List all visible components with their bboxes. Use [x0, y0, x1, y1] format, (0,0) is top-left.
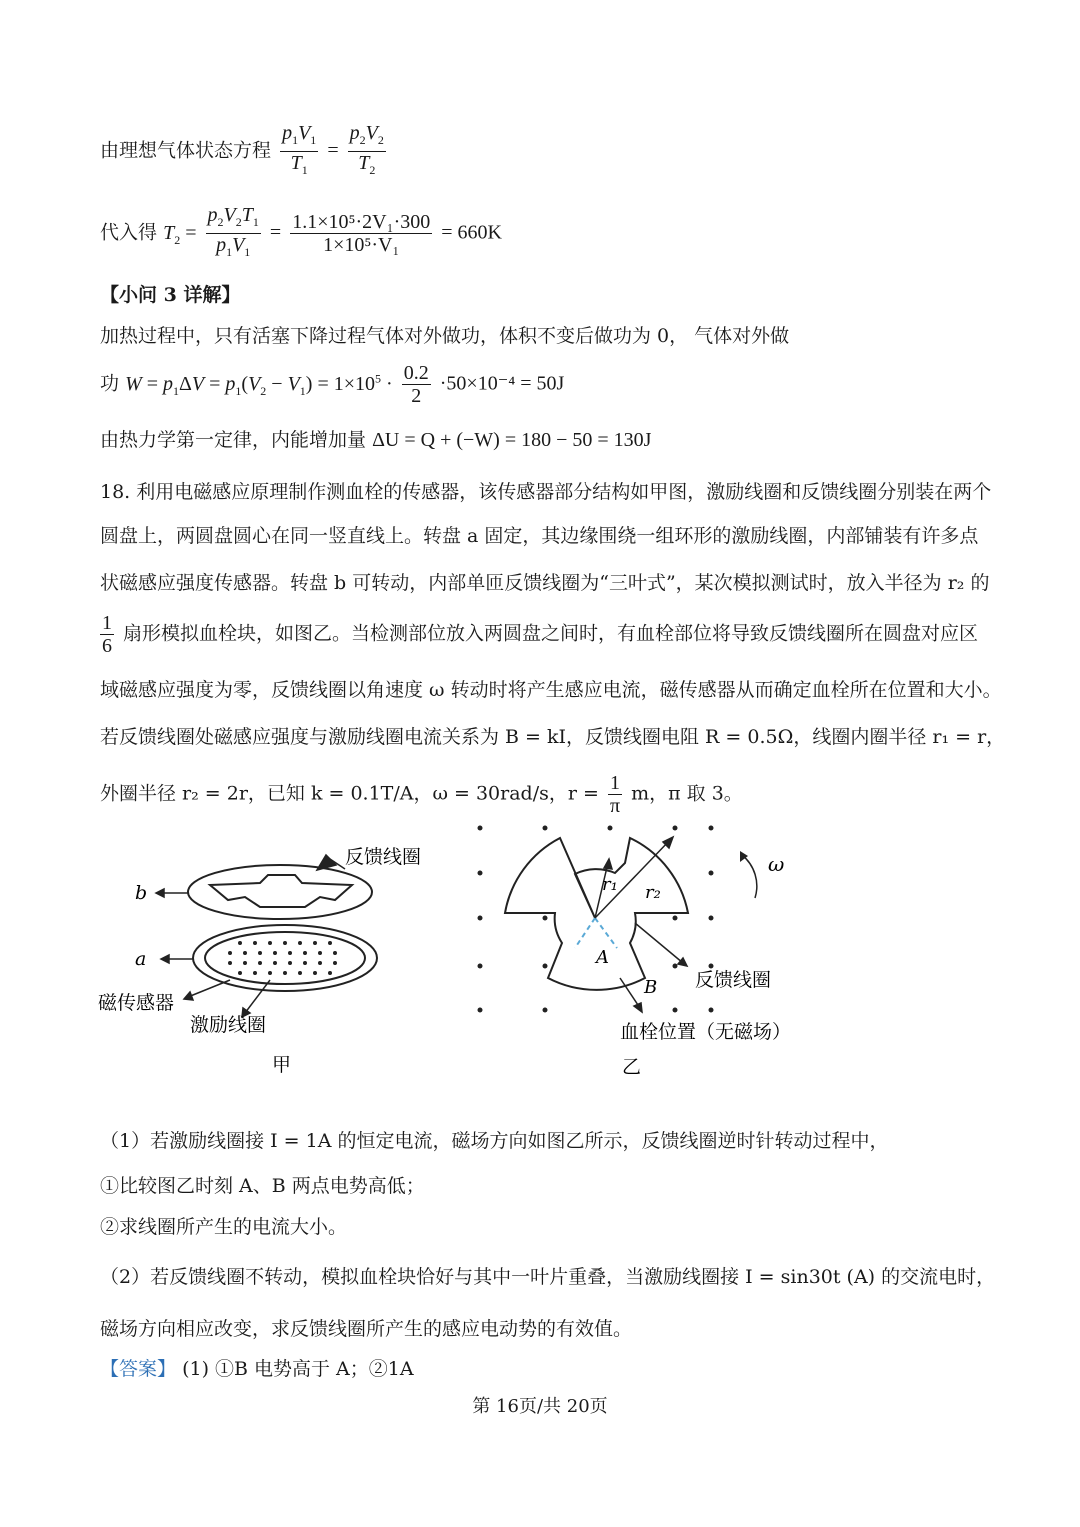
problem-p7-line: 外圈半径 r₂ = 2r，已知 k = 0.1T/A，ω = 30rad/s，r = $\frac{1}{\pi}$ m，π 取 3。 [100, 772, 743, 817]
work-line: 功 $W = p_1\Delta V = p_1(V_2 - V_1) = 1\times 10^5$ · $\frac{0.2}{2}$ ·50×10⁻⁴ = 50J [100, 362, 565, 407]
yi-label-B: B [644, 977, 658, 998]
jia-caption: 甲 [272, 1054, 292, 1076]
problem-p6: 若反馈线圈处磁感应强度与激励线圈电流关系为 B = kI，反馈线圈电阻 R = 0.5Ω，线圈内圈半径 r₁ = r， [100, 726, 1006, 748]
substitute-prefix: 代入得 [100, 221, 158, 244]
gas-frac-right: $\frac{p_2V_2}{T_2}$ [349, 122, 384, 177]
problem-p1: 18. 利用电磁感应原理制作测血栓的传感器，该传感器部分结构如甲图，激励线圈和反馈线圈分别装在两个 [100, 481, 992, 503]
sixth-frac: $\frac{1}{6}$ [102, 612, 112, 657]
gas-frac-left: $\frac{p_1V_1}{T_1}$ [282, 122, 317, 177]
jia-label-feedback: 反馈线圈 [345, 846, 422, 868]
ideal-gas-prefix: 由理想气体状态方程 [100, 139, 272, 162]
substitute-result: = 660K [441, 221, 503, 244]
jia-label-sensor: 磁传感器 [98, 992, 175, 1014]
substitute-frac-numeric: $\frac{\text{1.1×10⁵·2V₁·300}}{\text{1×10⁵·V₁}}$ [292, 211, 431, 256]
problem-p3: 状磁感应强度传感器。转盘 b 可转动，内部单匝反馈线圈为“三叶式”，某次模拟测试时，放入半径为 r₂ 的 [100, 572, 990, 594]
problem-p4-line: $\frac{1}{6}$ 扇形模拟血栓块，如图乙。当检测部位放入两圆盘之间时，有血栓部位将导致反馈线圈所在圆盘对应区 [102, 612, 979, 657]
rotation-arrow [742, 855, 757, 898]
figure-jia [90, 835, 422, 1085]
jia-label-b: b [135, 882, 148, 904]
answer-text: (1) ①B 电势高于 A；②1A [182, 1358, 414, 1380]
jia-label-excite: 激励线圈 [190, 1014, 267, 1036]
question-1b: ②求线圈所产生的电流大小。 [100, 1216, 348, 1238]
ideal-gas-line: 由理想气体状态方程 $\frac{p_1V_1}{T_1}$ = $\frac{p_2V_2}{T_2}$ [100, 122, 389, 181]
question-1a: ①比较图乙时刻 A、B 两点电势高低； [100, 1175, 425, 1197]
substitute-frac-symbolic: $\frac{p_2V_2T_1}{p_1V_1}$ [207, 204, 259, 259]
r-frac: $\frac{1}{\pi}$ [609, 772, 621, 817]
yi-label-A: A [596, 947, 609, 968]
yi-label-r2: r₂ [645, 882, 661, 903]
problem-p5: 域磁感应强度为零，反馈线圈以角速度 ω 转动时将产生感应电流，磁传感器从而确定血栓所在位置和大小。 [100, 679, 1002, 701]
question-2b: 磁场方向相应改变，求反馈线圈所产生的感应电动势的有效值。 [100, 1318, 633, 1340]
yi-label-clot: 血栓位置（无磁场） [620, 1021, 792, 1043]
answer-line [100, 1356, 414, 1382]
answer-tag: 【答案】 [100, 1358, 177, 1380]
heating-text: 加热过程中，只有活塞下降过程气体对外做功，体积不变后做功为 0， 气体对外做 [100, 325, 790, 347]
problem-p2: 圆盘上，两圆盘圆心在同一竖直线上。转盘 a 固定，其边缘围绕一组环形的激励线圈，内部铺装有许多点 [100, 525, 979, 547]
yi-label-r1: r₁ [602, 874, 618, 895]
thermo-line: 由热力学第一定律，内能增加量 ΔU = Q + (−W) = 180 − 50 = 130J [100, 429, 652, 451]
question-1: （1）若激励线圈接 I = 1A 的恒定电流，磁场方向如图乙所示，反馈线圈逆时针转动过程中， [100, 1130, 889, 1152]
three-leaf-coil-jia [210, 875, 352, 907]
disk-a-inner [205, 932, 365, 984]
work-frac: $\frac{0.2}{2}$ [403, 362, 429, 407]
question-2: （2）若反馈线圈不转动，模拟血栓块恰好与其中一叶片重叠，当激励线圈接 I = sin30t (A) 的交流电时， [100, 1266, 996, 1288]
sensor-dots [228, 941, 337, 975]
figure-yi [470, 818, 830, 1083]
q3-heading: 【小问 3 详解】 [100, 284, 241, 306]
page-footer: 第 16页/共 20页 [472, 1396, 608, 1417]
jia-label-a: a [135, 948, 147, 970]
disk-a-outer [193, 925, 377, 991]
yi-label-feedback: 反馈线圈 [695, 969, 772, 991]
yi-caption: 乙 [622, 1056, 642, 1078]
substitute-line: 代入得 $T_2$ = $\frac{p_2V_2T_1}{p_1V_1}$ = $\frac{\text{1.1×10⁵·2V₁·300}}{\text{1×10⁵·V₁}}$ = 660K [100, 204, 502, 263]
yi-label-omega: ω [768, 852, 785, 876]
